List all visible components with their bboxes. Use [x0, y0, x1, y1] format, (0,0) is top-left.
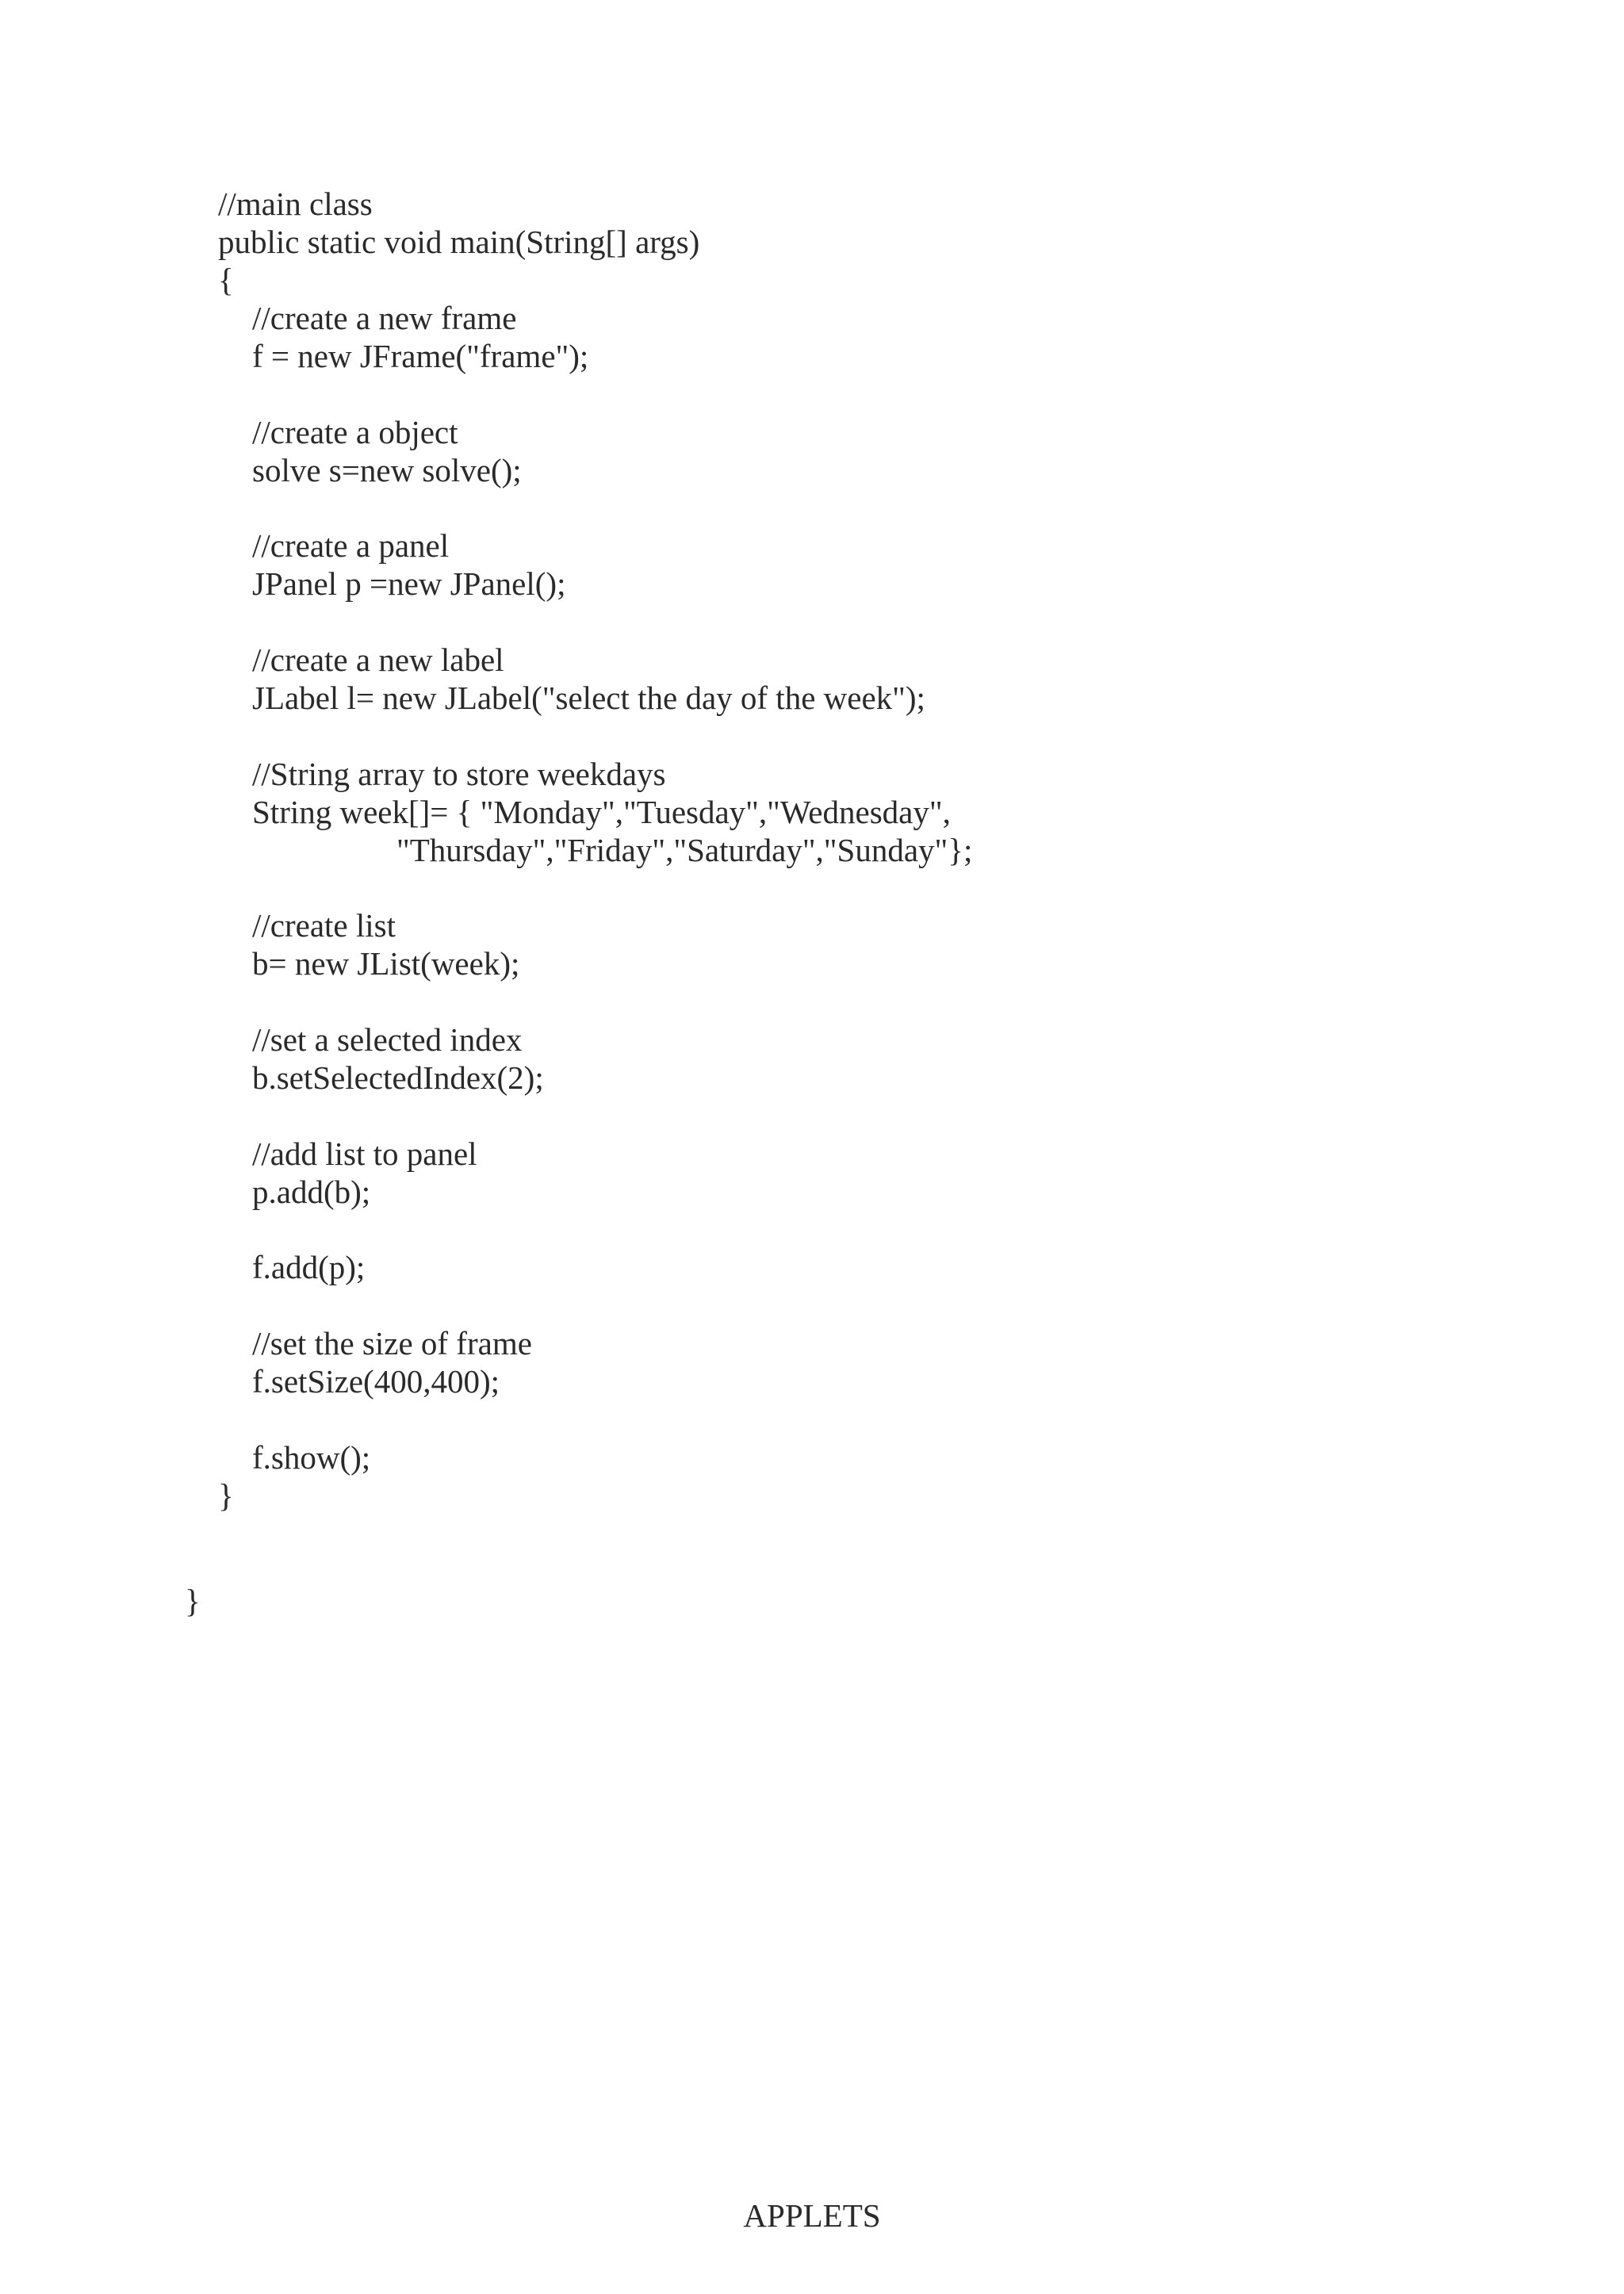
code-line-close-brace-method: }	[218, 1477, 234, 1514]
code-line-open-brace: {	[218, 262, 234, 298]
code-line-set-size: f.setSize(400,400);	[252, 1363, 500, 1400]
code-line-comment-add-list: //add list to panel	[252, 1136, 477, 1172]
code-line-new-label: JLabel l= new JLabel("select the day of the week");	[252, 680, 925, 716]
code-line-comment-main-class: //main class	[218, 186, 373, 222]
code-line-comment-selected-index: //set a selected index	[252, 1021, 523, 1058]
code-line-new-list: b= new JList(week);	[252, 945, 520, 982]
code-line-comment-size: //set the size of frame	[252, 1325, 532, 1361]
code-line-close-brace-class: }	[185, 1583, 201, 1619]
code-line-set-selected-index: b.setSelectedIndex(2);	[252, 1059, 544, 1096]
code-line-comment-frame: //create a new frame	[252, 300, 517, 336]
code-line-show: f.show();	[252, 1439, 371, 1476]
code-line-comment-list: //create list	[252, 907, 396, 944]
code-line-new-solve: solve s=new solve();	[252, 452, 522, 488]
code-line-new-panel: JPanel p =new JPanel();	[252, 565, 566, 602]
code-line-comment-panel: //create a panel	[252, 527, 450, 564]
code-line-week-array: String week[]= { "Monday","Tuesday","Wednesday",	[252, 794, 951, 830]
code-line-frame-add: f.add(p);	[252, 1249, 366, 1285]
code-line-new-frame: f = new JFrame("frame");	[252, 338, 589, 374]
code-line-week-array-cont: "Thursday","Friday","Saturday","Sunday"};	[396, 832, 973, 868]
code-line-comment-label: //create a new label	[252, 641, 504, 678]
code-line-comment-object: //create a object	[252, 414, 458, 450]
page-footer: APPLETS	[743, 2197, 881, 2234]
code-line-main-signature: public static void main(String[] args)	[218, 224, 700, 260]
code-line-comment-array: //String array to store weekdays	[252, 756, 666, 792]
code-line-panel-add: p.add(b);	[252, 1174, 371, 1210]
